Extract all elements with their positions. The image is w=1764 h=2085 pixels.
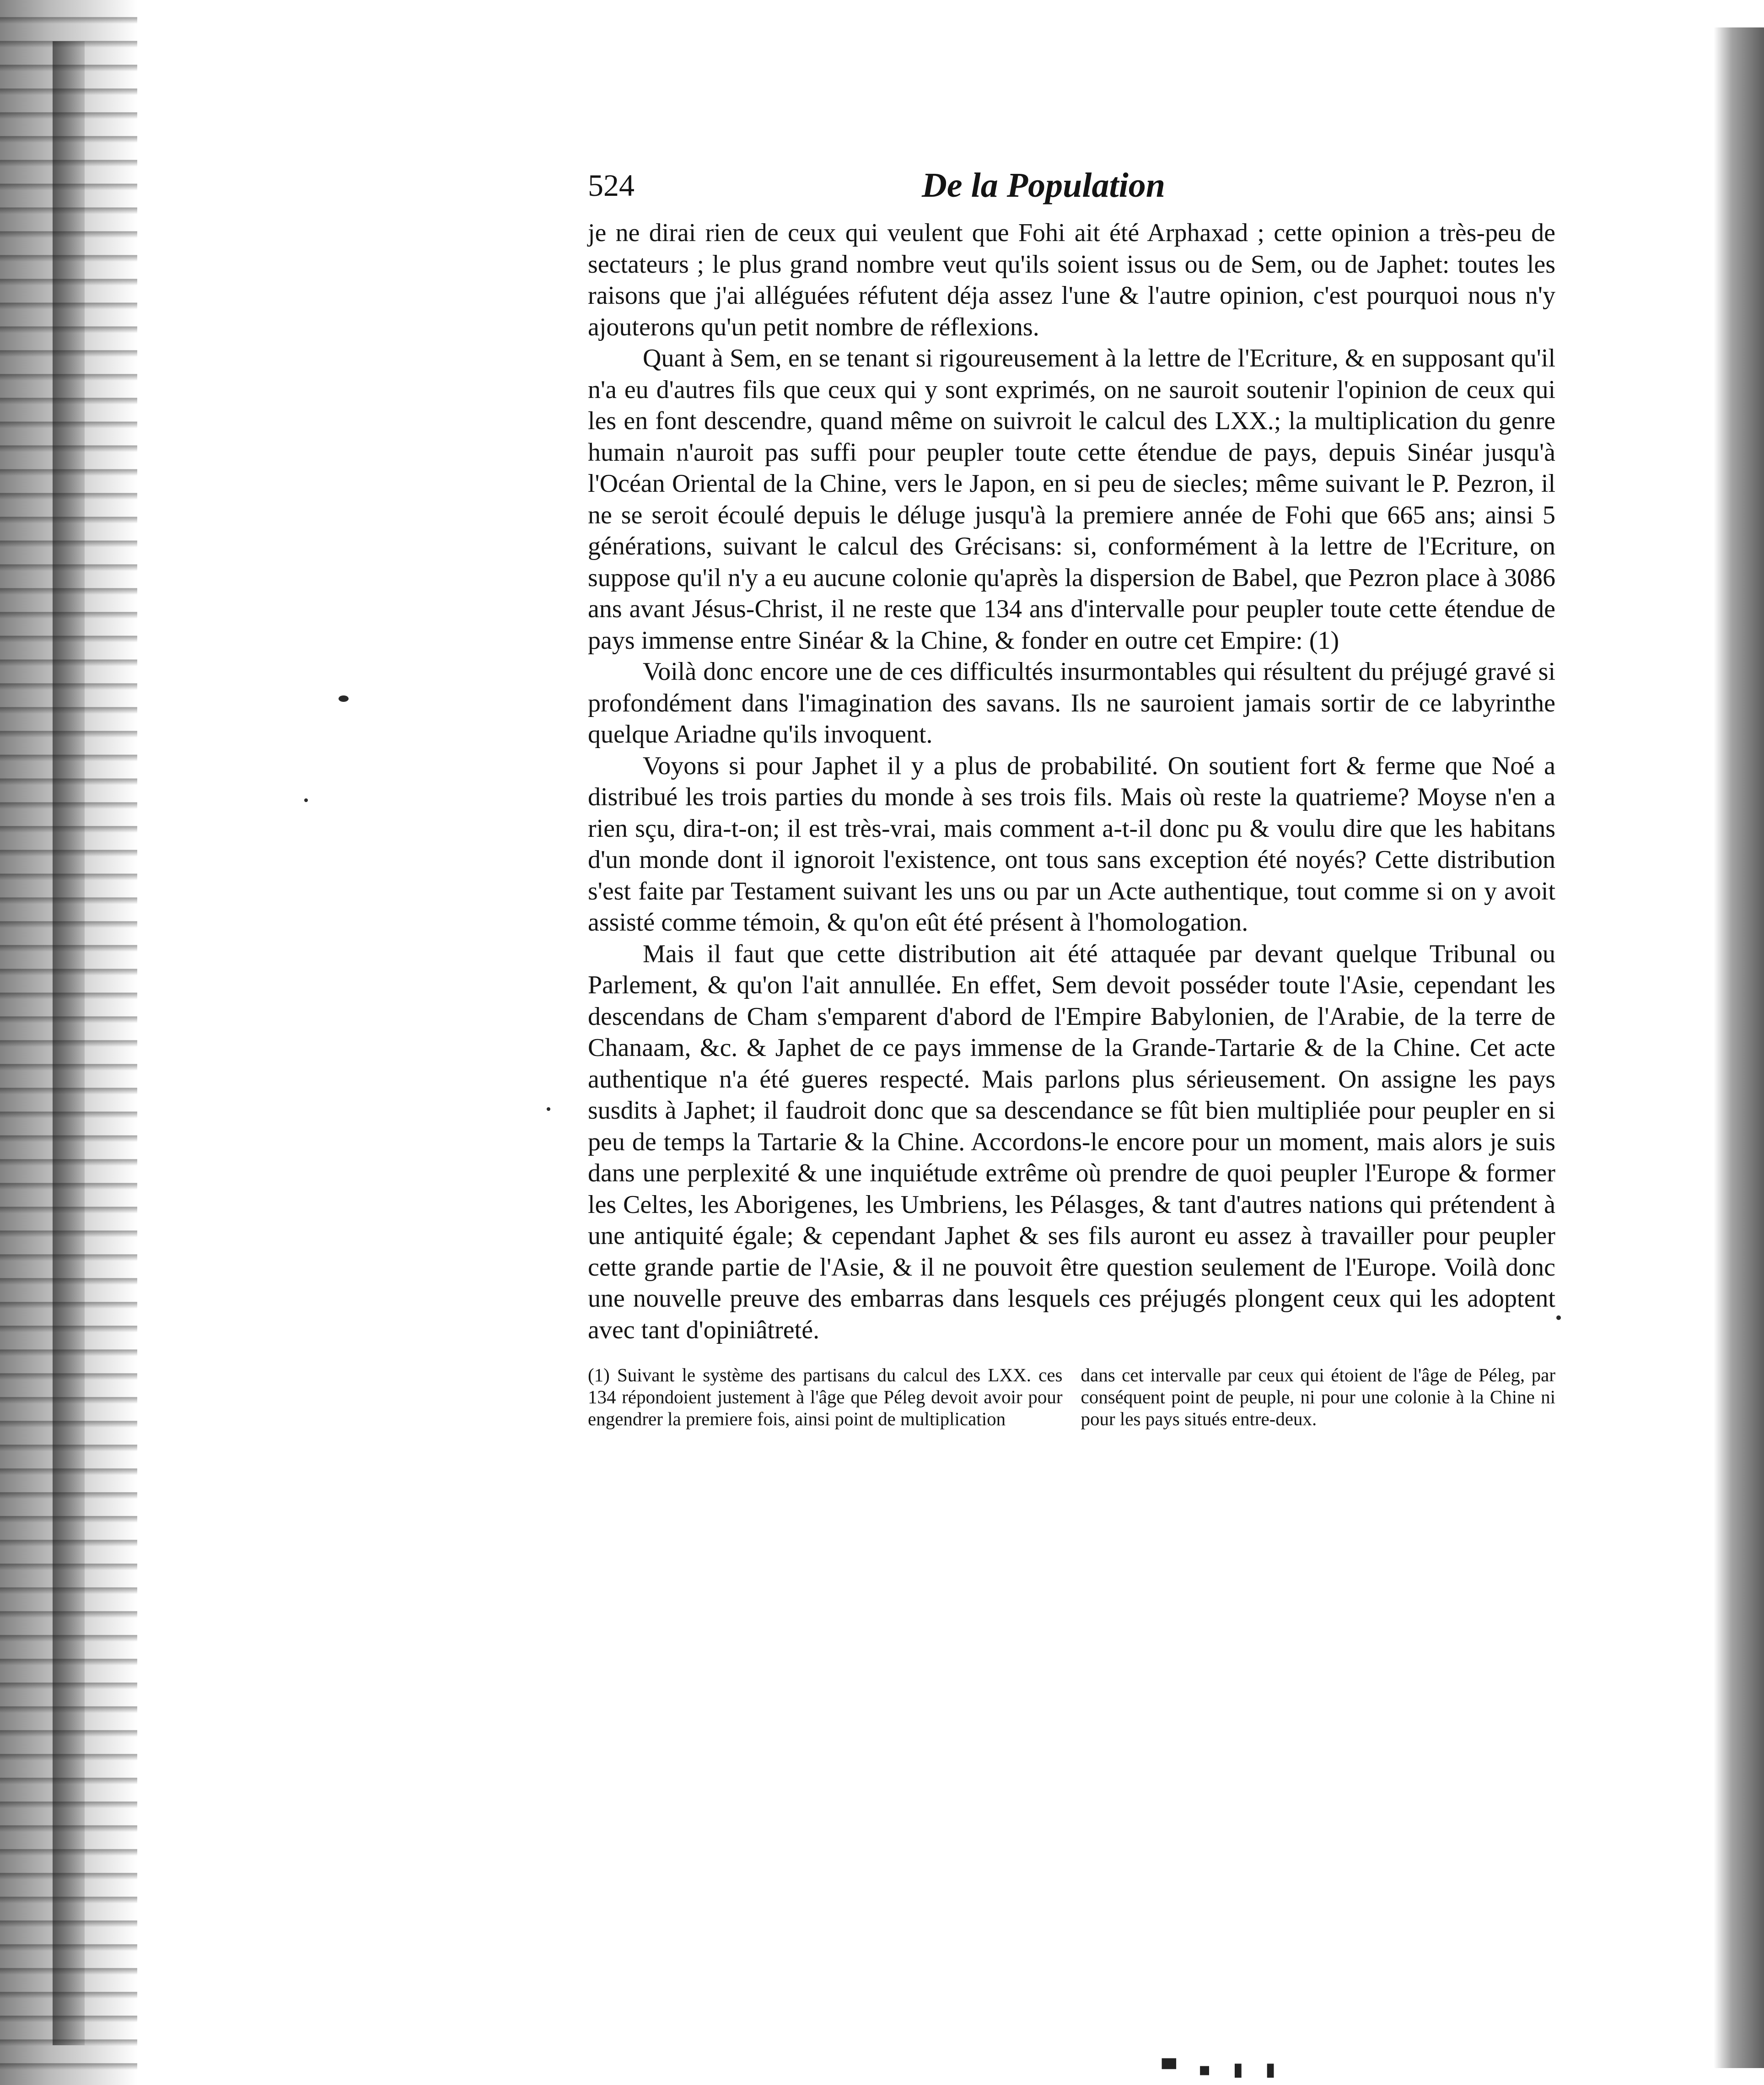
ink-speck — [547, 1107, 550, 1111]
footnote-right-column: dans cet intervalle par ceux qui étoient de l'âge de Péleg, par conséquent point de peuple, ni pour une colonie à la Chine ni pour les pays situés entre-deux. — [1081, 1364, 1555, 1429]
paragraph-5: Mais il faut que cette distribution ait été attaquée par devant quelque Tribunal ou Parlement, & qu'on l'ait annullée. En effet, Sem devoit posséder toute l'Asie, cependant les descendans de Cham s'emparent d'abord de l'Empire Babylonien, de l'Arabie, de la terre de Chanaam, &c. & Japhet de ce pays immense de la Grande-Tartarie & de la Chine. Cet acte authentique n'a été gueres respecté. Mais parlons plus sérieusement. On assigne les pays susdits à Japhet; il faudroit donc que sa descendance se fût bien multipliée pour peupler en si peu de temps la Tartarie & la Chine. Accordons-le encore pour un moment, mais alors je suis dans une perplexité & une inquiétude extrême où prendre de quoi peupler l'Europe & former les Celtes, les Aborigenes, les Umbriens, les Pélasges, & tant d'autres nations qui prétendent à une antiquité égale; & cependant Japhet & ses fils auront eu assez à travailler pour peupler cette grande partie de l'Asie, & il ne pouvoit être question seulement de l'Europe. Voilà donc une nouvelle preuve des embarras dans lesquels ces préjugés plongent ceux qui les adoptent avec tant d'opiniâtreté. — [588, 939, 1555, 1344]
paragraph-1: je ne dirai rien de ceux qui veulent que Fohi ait été Arphaxad ; cette opinion a très-peu de sectateurs ; le plus grand nombre veut qu'ils soient issus ou de Sem, ou de Japhet: toutes les raisons que j'ai alléguées réfutent déja assez l'une & l'autre opinion, c'est pourquoi nous n'y ajouterons qu'un petit nombre de réflexions. — [588, 219, 1555, 341]
footnote-left-column: (1) Suivant le système des partisans du calcul des LXX. ces 134 répondoient justement à l'âge que Péleg devoit avoir pour engendrer la premiere fois, ainsi point de multiplication — [588, 1364, 1063, 1429]
scan-right-edge-shadow — [1714, 27, 1764, 2068]
page-number: 524 — [588, 168, 635, 203]
ink-speck — [1556, 1315, 1561, 1320]
body-text — [588, 217, 1555, 1346]
ink-speck — [339, 695, 349, 702]
footnote — [588, 1364, 1555, 1430]
scan-binding-shadow — [53, 41, 85, 2045]
scan-bottom-marks: ▀ ▪ ▮ ▮ — [1162, 2059, 1284, 2080]
running-title: De la Population — [922, 166, 1166, 205]
paragraph-2: Quant à Sem, en se tenant si rigoureusement à la lettre de l'Ecriture, & en supposant qu'il n'a eu d'autres fils que ceux qui y sont exprimés, on ne sauroit soutenir l'opinion de ceux qui les en font descendre, quand même on suivroit le calcul des LXX.; la multiplication du genre humain n'auroit pas suffi pour peupler toute cette étendue de pays, depuis Sinéar jusqu'à l'Océan Oriental de la Chine, vers le Japon, en si peu de siecles; même suivant le P. Pezron, il ne se seroit écoulé depuis le déluge jusqu'à la premiere année de Fohi que 665 ans; ainsi 5 générations, suivant le calcul des Grécisans: si, conformément à la lettre de l'Ecriture, on suppose qu'il n'y a eu aucune colonie qu'après la dispersion de Babel, que Pezron place à 3086 ans avant Jésus-Christ, il ne reste que 134 ans d'intervalle pour peupler toute cette étendue de pays immense entre Sinéar & la Chine, & fonder en outre cet Empire: (1) — [588, 344, 1555, 655]
paragraph-4: Voyons si pour Japhet il y a plus de probabilité. On soutient fort & ferme que Noé a distribué les trois parties du monde à ses trois fils. Mais où reste la quatrieme? Moyse n'en a rien sçu, dira-t-on; il est très-vrai, mais comment a-t-il donc pu & voulu dire que les habitans d'un monde dont il ignoroit l'existence, ont tous sans exception été noyés? Cette distribution s'est faite par Testament suivant les uns ou par un Acte authentique, tout comme si on y avoit assisté comme témoin, & qu'on eût été présent à l'homologation. — [588, 751, 1555, 937]
running-head — [588, 162, 1555, 217]
paragraph-3: Voilà donc encore une de ces difficultés insurmontables qui résultent du préjugé gravé si profondément dans l'imagination des savans. Ils ne sauroient jamais sortir de ce labyrinthe quelque Ariadne qu'ils invoquent. — [588, 657, 1555, 749]
ink-speck — [304, 798, 308, 802]
book-page — [588, 162, 1555, 1430]
